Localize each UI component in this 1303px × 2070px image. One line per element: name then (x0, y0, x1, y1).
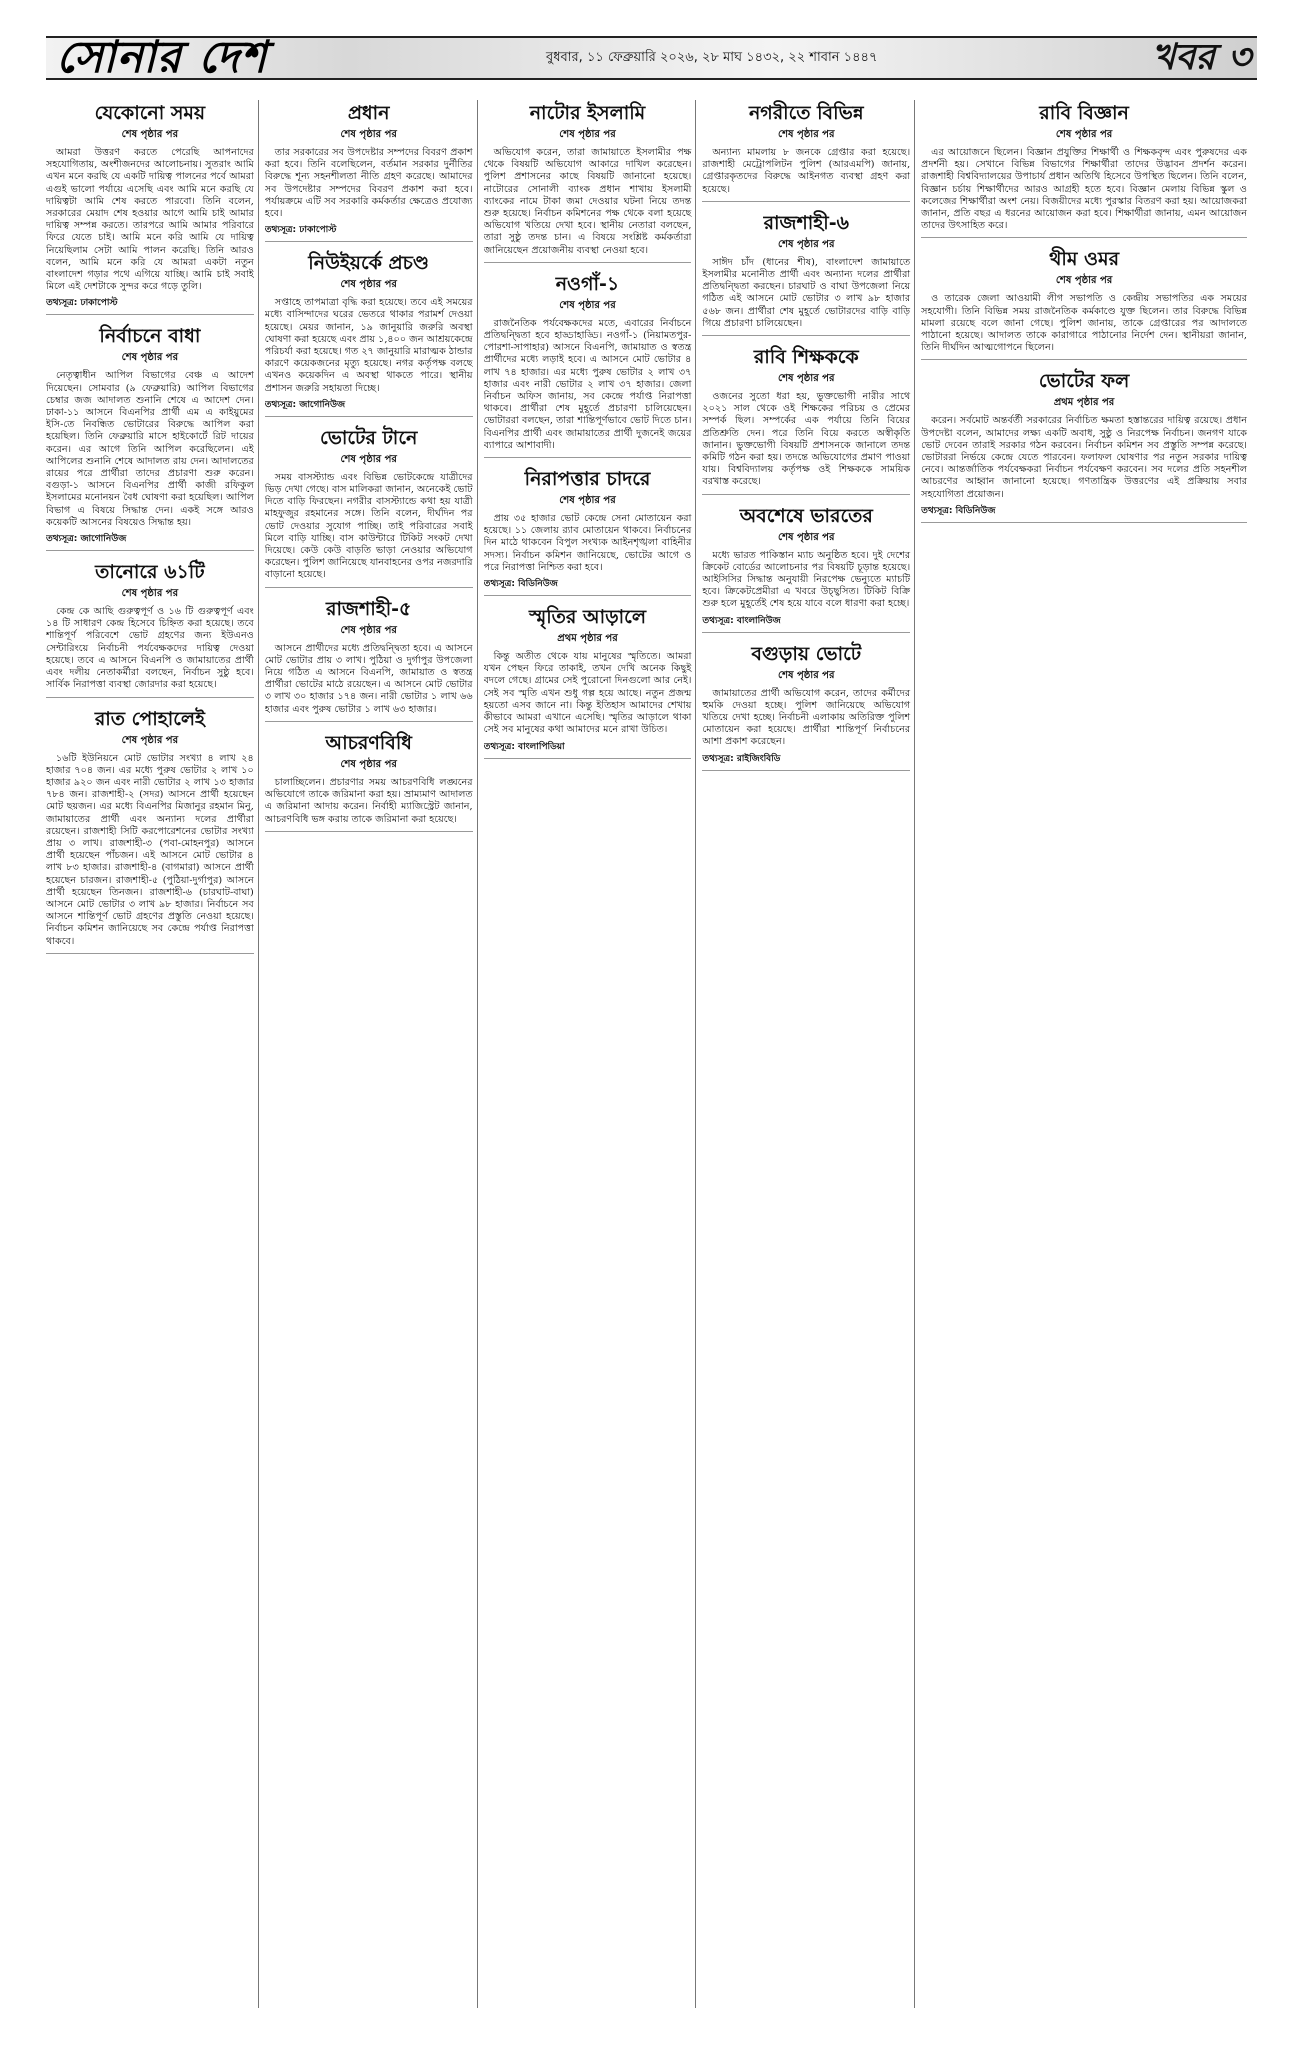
article (265, 425, 473, 588)
article-body: জামায়াতের প্রার্থী অভিযোগ করেন, তাদের কর্মীদের হুমকি দেওয়া হচ্ছে। পুলিশ জানিয়েছে অভিযোগ খতিয়ে দেখা হচ্ছে। নির্বাচনী এলাকায় অতিরিক্ত পুলিশ মোতায়েন করা হয়েছে। প্রার্থীরা শান্তিপূর্ণ নির্বাচনের আশা প্রকাশ করেছেন। (702, 688, 910, 749)
article (484, 466, 692, 596)
continued-label: শেষ পৃষ্ঠার পর (265, 757, 473, 774)
article-headline: নির্বাচনে বাধা (46, 323, 254, 349)
article-source: তথ্যসূত্র: ঢাকাপোস্ট (46, 295, 254, 310)
article-body: আসনে প্রার্থীদের মধ্যে প্রতিদ্বন্দ্বিতা হবে। এ আসনে মোট ভোটার প্রায় ৩ লাখ। পুঠিয়া ও দুর্গাপুর উপজেলা নিয়ে গঠিত এ আসনে বিএনপি, জামায়াত ও স্বতন্ত্র প্রার্থীরা ভোটের মাঠে রয়েছেন। এ আসনে মোট ভোটার ৩ লাখ ৩০ হাজার ১৭৪ জন। নারী ভোটার ১ লাখ ৬৬ হাজার এবং পুরুষ ভোটার ১ লাখ ৬৩ হাজার। (265, 643, 473, 716)
article-body: সপ্তাহে তাপমাত্রা বৃদ্ধি করা হয়েছে। তবে এই সময়ের মধ্যে বাসিন্দাদের ঘরের ভেতরে থাকার পরামর্শ দেওয়া হয়েছে। মেয়র জানান, ১৯ জানুয়ারি জরুরি অবস্থা ঘোষণা করা হয়েছে এবং প্রায় ১,৪০০ জন আশ্রয়কেন্দ্রে পরিচর্যা করা হয়েছে। গত ২৭ জানুয়ারি মারাত্মক ঠান্ডার কারণে কয়েকজনের মৃত্যু হয়েছে। নগর কর্তৃপক্ষ বলছে এখনও কয়েকদিন এ অবস্থা থাকতে পারে। স্থানীয় প্রশাসন জরুরি সহায়তা দিচ্ছে। (265, 297, 473, 395)
article-body: রাজনৈতিক পর্যবেক্ষকদের মতে, এবারের নির্বাচনে প্রতিদ্বন্দ্বিতা হবে হাড্ডাহাড্ডি। নওগাঁ-১ (নিয়ামতপুর-পোরশা-সাপাহার) আসনে বিএনপি, জামায়াত ও স্বতন্ত্র প্রার্থীদের মধ্যে লড়াই হবে। এ আসনে মোট ভোটার ৪ লাখ ৭৪ হাজার। এর মধ্যে পুরুষ ভোটার ২ লাখ ৩৭ হাজার এবং নারী ভোটার ২ লাখ ৩৭ হাজার। জেলা নির্বাচন অফিস জানায়, সব কেন্দ্রে পর্যাপ্ত নিরাপত্তা থাকবে। প্রার্থীরা শেষ মুহূর্তে প্রচারণা চালিয়েছেন। ভোটাররা বলছেন, তারা শান্তিপূর্ণভাবে ভোট দিতে চান। বিএনপির প্রার্থী এবং জামায়াতের প্রার্থী দুজনেই জয়ের ব্যাপারে আশাবাদী। (484, 318, 692, 452)
article-body: সাঈদ চাঁদ (ধানের শীষ), বাংলাদেশ জামায়াতে ইসলামীর মনোনীত প্রার্থী এবং অন্যান্য দলের প্রার্থীরা প্রতিদ্বন্দ্বিতা করছেন। চারঘাট ও বাঘা উপজেলা নিয়ে গঠিত এই আসনে মোট ভোটার ৩ লাখ ৯৮ হাজার ৫৬৮ জন। প্রার্থীরা শেষ মুহূর্তে ভোটারদের বাড়ি বাড়ি গিয়ে প্রচারণা চালিয়েছেন। (702, 257, 910, 330)
article (702, 641, 910, 771)
column-3 (484, 100, 697, 2008)
issue-date: বুধবার, ১১ ফেব্রুয়ারি ২০২৬, ২৮ মাঘ ১৪৩২, ২২ শাবান ১৪৪৭ (546, 48, 877, 69)
article-source: তথ্যসূত্র: জাগোনিউজ (46, 531, 254, 546)
article-headline: ভোটের ফল (921, 368, 1247, 394)
column-5 (921, 100, 1251, 2008)
article-body: ওজনের সুতো ধরা হয়, ভুক্তভোগী নারীর সাথে ২০২১ সাল থেকে ওই শিক্ষকের পরিচয় ও প্রেমের সম্পর্ক ছিল। সম্পর্কের এক পর্যায়ে তিনি বিয়ের প্রতিশ্রুতি দেন। পরে তিনি বিয়ে করতে অস্বীকৃতি জানান। ভুক্তভোগী বিষয়টি প্রশাসনকে জানালে তদন্ত কমিটি গঠন করা হয়। তদন্তে অভিযোগের প্রমাণ পাওয়া যায়। বিশ্ববিদ্যালয় কর্তৃপক্ষ ওই শিক্ষককে সাময়িক বরখাস্ত করেছে। (702, 391, 910, 489)
column-4 (702, 100, 915, 2008)
article-body: অভিযোগ করেন, তারা জামায়াতে ইসলামীর পক্ষ থেকে বিষয়টি অভিযোগ আকারে দাখিল করেছেন। পুলিশ প্রশাসনের কাছে বিষয়টি জানানো হয়েছে। নাটোরের সোনালী ব্যাংক প্রধান শাখায় ইসলামী ব্যাংকের নামে টাকা জমা দেওয়ার ঘটনা নিয়ে তদন্ত শুরু হয়েছে। নির্বাচন কমিশনের পক্ষ থেকে বলা হয়েছে অভিযোগ খতিয়ে দেখা হবে। স্থানীয় নেতারা বলছেন, তারা সুষ্ঠু তদন্ত চান। এ বিষয়ে সংশ্লিষ্ট কর্মকর্তারা জানিয়েছেন প্রয়োজনীয় ব্যবস্থা নেওয়া হবে। (484, 147, 692, 257)
continued-label: শেষ পৃষ্ঠার পর (265, 277, 473, 294)
article-headline: রাজশাহী-৬ (702, 210, 910, 236)
continued-label: শেষ পৃষ্ঠার পর (702, 237, 910, 254)
section-page-label: খবর ৩ (1152, 30, 1251, 90)
continued-label: প্রথম পৃষ্ঠার পর (484, 631, 692, 648)
continued-label: শেষ পৃষ্ঠার পর (702, 668, 910, 685)
continued-label: শেষ পৃষ্ঠার পর (702, 530, 910, 547)
article-headline: আচরণবিধি (265, 730, 473, 756)
article (702, 503, 910, 633)
article (46, 706, 254, 954)
continued-label: শেষ পৃষ্ঠার পর (921, 127, 1247, 144)
article-headline: তানোরে ৬১টি (46, 559, 254, 585)
article-body: সময় বাসস্ট্যান্ড এবং বিভিন্ন ভোটকেন্দ্রে যাত্রীদের ভিড় দেখা গেছে। বাস মালিকরা জানান, অনেকেই ভোট দিতে বাড়ি ফিরছেন। নগরীর বাসস্ট্যান্ডে কথা হয় যাত্রী মাহফুজুর রহমানের সঙ্গে। তিনি বলেন, দীর্ঘদিন পর ভোট দেওয়ার সুযোগ পাচ্ছি। তাই পরিবারের সবাই মিলে বাড়ি যাচ্ছি। বাস কাউন্টারে টিকিট সংকট দেখা দিয়েছে। কেউ কেউ বাড়তি ভাড়া নেওয়ার অভিযোগ করেছেন। পুলিশ জানিয়েছে যানবাহনের ওপর নজরদারি বাড়ানো হয়েছে। (265, 472, 473, 582)
article (702, 100, 910, 202)
continued-label: শেষ পৃষ্ঠার পর (484, 127, 692, 144)
column-2 (265, 100, 478, 2008)
article-headline: নিরাপত্তার চাদরে (484, 466, 692, 492)
article-headline: রাত পোহালেই (46, 706, 254, 732)
article-headline: নগরীতে বিভিন্ন (702, 100, 910, 126)
article-body: প্রায় ৩৫ হাজার ভোট কেন্দ্রে সেনা মোতায়েন করা হয়েছে। ১১ জেলায় র‍্যাব মোতায়েন থাকবে। নির্বাচনের দিন মাঠে থাকবেন বিপুল সংখ্যক আইনশৃঙ্খলা বাহিনীর সদস্য। নির্বাচন কমিশন জানিয়েছে, ভোটের আগে ও পরে নিরাপত্তা নিশ্চিত করা হবে। (484, 513, 692, 574)
article (484, 271, 692, 458)
article (265, 100, 473, 242)
article-source: তথ্যসূত্র: রাইজিংবিডি (702, 751, 910, 766)
continued-label: শেষ পৃষ্ঠার পর (484, 298, 692, 315)
article (921, 100, 1247, 238)
article-headline: নওগাঁ-১ (484, 271, 692, 297)
article-body: আমরা উত্তরণ করতে পেরেছি আপনাদের সহযোগিতায়, অংশীজনদের আলোচনায়। সুতরাং আমি এখন মনে করছি যে একটি দায়িত্ব পালনের পর্বে আমরা এগুই ভালো পর্যায়ে এসেছি এবং আমি মনে করছি যে দায়িত্বটা আমি শেষ করতে পারবো। তিনি বলেন, সরকারের মেয়াদ শেষ হওয়ার আগে আমি চাই আমার দায়িত্ব সম্পন্ন করতে। তারপরে আমি আমার পরিবারে ফিরে যেতে চাই। আমি মনে করি আমি যে দায়িত্ব নিয়েছিলাম সেটা আমি পালন করেছি। তিনি আরও বলেন, আমি মনে করি যে আমরা একটা নতুন বাংলাদেশ গড়ার পথে এগিয়ে যাচ্ছি। আমি চাই সবাই মিলে এই দেশটাকে সুন্দর করে গড়ে তুলি। (46, 147, 254, 293)
continued-label: শেষ পৃষ্ঠার পর (265, 127, 473, 144)
column-1 (46, 100, 259, 2008)
article-headline: প্রধান (265, 100, 473, 126)
article-headline: রাজশাহী-৫ (265, 596, 473, 622)
article (702, 344, 910, 495)
masthead (46, 22, 1257, 92)
article-body: এর আয়োজনে ছিলেন। বিজ্ঞান প্রযুক্তির শিক্ষার্থী ও শিক্ষকবৃন্দ এবং পুরুষদের এক প্রদর্শনী হয়। সেখানে বিভিন্ন বিভাগের শিক্ষার্থীরা তাদের উদ্ভাবন প্রদর্শন করেন। রাজশাহী বিশ্ববিদ্যালয়ের উপাচার্য প্রধান অতিথি হিসেবে উপস্থিত ছিলেন। তিনি বলেন, বিজ্ঞান চর্চায় শিক্ষার্থীদের আরও আগ্রহী হতে হবে। বিজ্ঞান মেলায় বিভিন্ন স্কুল ও কলেজের শিক্ষার্থীরা অংশ নেয়। বিজয়ীদের মধ্যে পুরস্কার বিতরণ করা হয়। আয়োজকরা জানান, প্রতি বছর এ ধরনের আয়োজন করা হবে। শিক্ষার্থীরা জানায়, এমন আয়োজন তাদের উৎসাহিত করে। (921, 147, 1247, 232)
continued-label: শেষ পৃষ্ঠার পর (46, 586, 254, 603)
article-body: করেন। সর্বমোট অন্তর্বর্তী সরকারের নির্বাচিত ক্ষমতা হস্তান্তরের দায়িত্ব রয়েছে। প্রধান উপদেষ্টা বলেন, আমাদের লক্ষ্য একটি অবাধ, সুষ্ঠু ও নিরপেক্ষ নির্বাচন। জনগণ যাকে ভোট দেবেন তারাই সরকার গঠন করবেন। নির্বাচন কমিশন সব প্রস্তুতি সম্পন্ন করেছে। ভোটাররা নির্ভয়ে কেন্দ্রে যেতে পারবেন। ফলাফল ঘোষণার পর নতুন সরকার দায়িত্ব নেবে। আন্তর্জাতিক পর্যবেক্ষকরা নির্বাচন পর্যবেক্ষণ করবেন। সব দলের প্রতি সহনশীল আচরণের আহ্বান জানানো হয়েছে। গণতান্ত্রিক উত্তরণের এই প্রক্রিয়ায় সবার সহযোগিতা প্রয়োজন। (921, 415, 1247, 500)
article (46, 323, 254, 551)
continued-label: শেষ পৃষ্ঠার পর (46, 350, 254, 367)
article-headline: রাবি শিক্ষককে (702, 344, 910, 370)
article (265, 730, 473, 832)
continued-label: শেষ পৃষ্ঠার পর (46, 127, 254, 144)
article-headline: অবশেষে ভারতের (702, 503, 910, 529)
article-body: কেন্দ্র কে আছি গুরুত্বপূর্ণ ও ১৬ টি গুরুত্বপূর্ণ এবং ১৪ টি সাধারণ কেন্দ্র হিসেবে চিহ্নিত করা হয়েছে। তবে শান্তিপূর্ণ পরিবেশে ভোট গ্রহণের জন্য ইউএনও সেন্টারিংয়ে নির্বাচনী পর্যবেক্ষকদের দায়িত্ব দেওয়া হয়েছে। তবে এ আসনে বিএনপি ও জামায়াতের প্রার্থী এবং দলীয় নেতাকর্মীরা বলছেন, নির্বাচন সুষ্ঠু হবে। সার্বিক নিরাপত্তা ব্যবস্থা জোরদার করা হয়েছে। (46, 606, 254, 691)
article-body: মধ্যে ভারত পাকিস্তান ম্যাচ অনুষ্ঠিত হবে। দুই দেশের ক্রিকেট বোর্ডের আলোচনার পর বিষয়টি চূড়ান্ত হয়েছে। আইসিসির সিদ্ধান্ত অনুযায়ী নিরপেক্ষ ভেন্যুতে ম্যাচটি হবে। ক্রিকেটপ্রেমীরা এ খবরে উচ্ছ্বসিত। টিকিট বিক্রি শুরু হলে মুহূর্তেই শেষ হয়ে যাবে বলে ধারণা করা হচ্ছে। (702, 550, 910, 611)
article-source: তথ্যসূত্র: বাংলানিউজ (702, 613, 910, 628)
continued-label: শেষ পৃষ্ঠার পর (46, 733, 254, 750)
continued-label: শেষ পৃষ্ঠার পর (265, 452, 473, 469)
continued-label: শেষ পৃষ্ঠার পর (921, 273, 1247, 290)
article-source: তথ্যসূত্র: ঢাকাপোস্ট (265, 222, 473, 237)
article-body: ১৬টি ইউনিয়নে মোট ভোটার সংখ্যা ৪ লাখ ২৪ হাজার ৭০৪ জন। এর মধ্যে পুরুষ ভোটার ২ লাখ ১০ হাজার ৯২০ জন এবং নারী ভোটার ২ লাখ ১৩ হাজার ৭৮৪ জন। রাজশাহী-২ (সদর) আসনে প্রার্থী হয়েছেন মোট ছয়জন। এর মধ্যে বিএনপির মিজানুর রহমান মিনু, জামায়াতের প্রার্থী এবং অন্যান্য দলের প্রার্থীরা রয়েছেন। রাজশাহী সিটি করপোরেশনের ভোটার সংখ্যা প্রায় ৩ লাখ। রাজশাহী-৩ (পবা-মোহনপুর) আসনে প্রার্থী হয়েছেন পাঁচজন। এই আসনে মোট ভোটার ৪ লাখ ৮৩ হাজার। রাজশাহী-৪ (বাগমারা) আসনে প্রার্থী হয়েছেন চারজন। রাজশাহী-৫ (পুঠিয়া-দুর্গাপুর) আসনে প্রার্থী হয়েছেন তিনজন। রাজশাহী-৬ (চারঘাট-বাঘা) আসনে মোট ভোটার ৩ লাখ ৯৮ হাজার। নির্বাচনে সব আসনে শান্তিপূর্ণ ভোট গ্রহণের প্রস্তুতি নেওয়া হয়েছে। নির্বাচন কমিশন জানিয়েছে সব কেন্দ্রে পর্যাপ্ত নিরাপত্তা থাকবে। (46, 753, 254, 948)
article-body: তার সরকারের সব উপদেষ্টার সম্পদের বিবরণ প্রকাশ করা হবে। তিনি বলেছিলেন, বর্তমান সরকার দুর্নীতির বিরুদ্ধে শূন্য সহনশীলতা নীতি গ্রহণ করেছে। আমাদের সব উপদেষ্টার সম্পদের বিবরণ প্রকাশ করা হবে। পর্যায়ক্রমে এটি সব সরকারি কর্মকর্তার ক্ষেত্রেও প্রযোজ্য হবে। (265, 147, 473, 220)
article-headline: যেকোনো সময় (46, 100, 254, 126)
article-source: তথ্যসূত্র: বিডিনিউজ (484, 576, 692, 591)
article-body: চালাচ্ছিলেন। প্রচারণার সময় আচরণবিধি লঙ্ঘনের অভিযোগে তাকে জরিমানা করা হয়। ভ্রাম্যমাণ আদালত এ জরিমানা আদায় করেন। নির্বাহী ম্যাজিস্ট্রেট জানান, আচরণবিধি ভঙ্গ করায় তাকে জরিমানা করা হয়েছে। (265, 777, 473, 826)
continued-label: শেষ পৃষ্ঠার পর (265, 623, 473, 640)
article-headline: স্মৃতির আড়ালে (484, 604, 692, 630)
continued-label: শেষ পৃষ্ঠার পর (702, 127, 910, 144)
article (265, 250, 473, 417)
newspaper-title: সোনার দেশ (56, 24, 267, 97)
article (46, 100, 254, 315)
article-headline: নিউইয়র্কে প্রচণ্ড (265, 250, 473, 276)
article-headline: নাটোর ইসলামি (484, 100, 692, 126)
article (484, 100, 692, 263)
article-headline: থীম ওমর (921, 246, 1247, 272)
article (921, 368, 1247, 522)
continued-label: প্রথম পৃষ্ঠার পর (921, 395, 1247, 412)
article-body: ও তারেক জেলা আওয়ামী লীগ সভাপতি ও কেন্দ্রীয় সভাপতির এক সময়ের সহযোগী। তিনি বিভিন্ন সময় রাজনৈতিক কর্মকাণ্ডে যুক্ত ছিলেন। তার বিরুদ্ধে বিভিন্ন মামলা রয়েছে বলে জানা গেছে। পুলিশ জানায়, তাকে গ্রেপ্তারের পর আদালতে পাঠানো হয়েছে। আদালত তাকে কারাগারে পাঠানোর নির্দেশ দেন। স্থানীয়রা জানান, তিনি দীর্ঘদিন আত্মগোপনে ছিলেন। (921, 293, 1247, 354)
continued-label: শেষ পৃষ্ঠার পর (702, 371, 910, 388)
article (265, 596, 473, 722)
article (921, 246, 1247, 360)
continued-label: শেষ পৃষ্ঠার পর (484, 493, 692, 510)
article-columns (46, 100, 1257, 2008)
article (702, 210, 910, 336)
article-headline: রাবি বিজ্ঞান (921, 100, 1247, 126)
article (484, 604, 692, 758)
article-source: তথ্যসূত্র: বাংলাপিডিয়া (484, 739, 692, 754)
article-body: কিন্তু অতীত থেকে যায় মানুষের স্মৃতিতে। আমরা যখন পেছন ফিরে তাকাই, তখন দেখি অনেক কিছুই বদলে গেছে। গ্রামের সেই পুরোনো দিনগুলো আর নেই। সেই সব স্মৃতি এখন শুধু গল্প হয়ে আছে। নতুন প্রজন্ম হয়তো এসব জানে না। কিন্তু ইতিহাস আমাদের শেখায় কীভাবে আমরা এখানে এসেছি। স্মৃতির আড়ালে থাকা সেই সব মানুষের কথা আমাদের মনে রাখা উচিত। (484, 651, 692, 736)
article-body: অন্যান্য মামলায় ৮ জনকে গ্রেপ্তার করা হয়েছে। রাজশাহী মেট্রোপলিটন পুলিশ (আরএমপি) জানায়, গ্রেপ্তারকৃতদের বিরুদ্ধে আইনগত ব্যবস্থা গ্রহণ করা হয়েছে। (702, 147, 910, 196)
article-headline: বগুড়ায় ভোটে (702, 641, 910, 667)
article-source: তথ্যসূত্র: জাগোনিউজ (265, 397, 473, 412)
article-body: নেতৃত্বাধীন আপিল বিভাগের বেঞ্চ এ আদেশ দিয়েছেন। সোমবার (৯ ফেব্রুয়ারি) আপিল বিভাগের চেম্বার জজ আদালত শুনানি শেষে এ আদেশ দেন। ঢাকা-১১ আসনে বিএনপির প্রার্থী এম এ কাইয়ুমের ইসি-তে নিবন্ধিত ভোটারের বিরুদ্ধে আপিল করা হয়েছিল। তিনি ফেব্রুয়ারি মাসে হাইকোর্টে রিট দায়ের করেন। এর আগে তিনি আপিল করেছিলেন। এই আপিলের শুনানি শেষে আদালত রায় দেন। আদালতের রায়ের পরে প্রার্থীরা তাদের প্রচারণা শুরু করেন। বগুড়া-১ আসনে বিএনপির প্রার্থী কাজী রফিকুল ইসলামের মনোনয়ন বৈধ ঘোষণা করা হয়েছিল। আপিল বিভাগ এ বিষয়ে সিদ্ধান্ত দেন। একই সঙ্গে আরও কয়েকটি আসনের বিষয়েও সিদ্ধান্ত হয়। (46, 370, 254, 529)
article-headline: ভোটের টানে (265, 425, 473, 451)
article-source: তথ্যসূত্র: বিডিনিউজ (921, 503, 1247, 518)
article (46, 559, 254, 697)
